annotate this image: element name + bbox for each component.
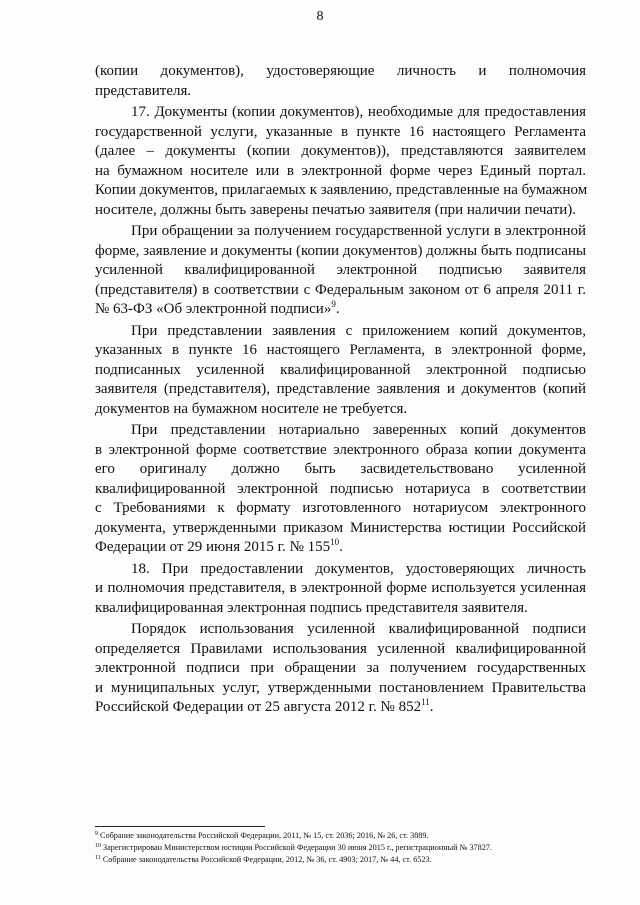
paragraph-notary: [95, 421, 586, 558]
text-line: квалифицированная электронная подпись представителя заявителя.: [95, 599, 528, 616]
text-line: указанных в пункте 16 настоящего Регламента, в электронной форме,: [95, 342, 586, 358]
text-line: в электронной форме соответствие электронного образа копии документа: [95, 441, 586, 458]
footnote-number: 10: [95, 843, 101, 849]
text-line: 18. При предоставлении документов, удостоверяющих личность: [131, 560, 586, 577]
text-line: документов на бумажном носителе не требуется.: [95, 400, 408, 417]
paragraph-signature-order: [95, 620, 586, 718]
footnote-number: 11: [95, 855, 101, 861]
text-line: При представлении нотариально заверенных копий документов: [131, 422, 586, 438]
text-line: 17. Документы (копии документов), необходимые для предоставления: [131, 104, 586, 120]
text-line-content: Федерации от 29 июня 2015 г. № 155: [95, 539, 331, 555]
text-line: Федерации от 29 июня 2015 г. № $155^{10}$.: [95, 537, 343, 555]
text-line: с Требованиями к формату изготовленного нотариусом электронного: [95, 500, 586, 516]
text-line: квалифицированной электронной подписью нотариуса в соответствии: [95, 480, 586, 497]
footnote-10: [95, 842, 586, 854]
paragraph-submission: [95, 322, 586, 420]
text-line: документа, утвержденными приказом Министерства юстиции Российской: [95, 519, 586, 536]
text-line: электронной подписи при обращении за получением государственных: [95, 660, 586, 676]
text-line: Порядок использования усиленной квалифицированной подписи: [131, 621, 586, 637]
text-line: подписанных усиленной квалифицированной электронной подписью: [95, 361, 586, 378]
paragraph-18: [95, 560, 586, 619]
text-line: (далее – документы (копии документов)), представляются заявителем: [95, 143, 586, 159]
text-line: Копии документов, прилагаемых к заявлению, представленные на бумажном: [95, 182, 588, 198]
text-line: и муниципальных услуг, утвержденными постановлением Правительства: [95, 679, 586, 696]
text-line: (копии документов), удостоверяющие личность и полномочия: [95, 63, 586, 79]
text-line: При представлении заявления с приложением копий документов,: [131, 322, 586, 339]
text-line: его оригиналу должно быть засвидетельствовано усиленной: [95, 461, 586, 477]
text-line: представителя.: [95, 82, 192, 99]
text-line: № 63-ФЗ «Об электронной подписи»$^9$.: [95, 299, 340, 317]
footnote-ref-10: 10: [330, 537, 340, 547]
paragraph-continuation: [95, 62, 586, 101]
footnote-11: [95, 854, 586, 866]
footnotes: [95, 826, 586, 866]
text-line: на бумажном носителе или в электронной форме через Единый портал.: [95, 162, 586, 179]
text-line: форме, заявление и документы (копии документов) должны быть подписаны: [95, 242, 587, 259]
text-line: носителе, должны быть заверены печатью заявителя (при наличии печати).: [95, 201, 577, 218]
text-line: государственной услуги, указанные в пункте 16 настоящего Регламента: [95, 123, 586, 140]
footnote-9: [95, 830, 586, 842]
text-line: (представителя) в соответствии с Федеральным законом от 6 апреля 2011 г.: [95, 281, 586, 298]
footnote-text: Собрание законодательства Российской Федерации, 2012, № 36, ст. 4903; 2017, № 44, ст. 6523.: [102, 855, 432, 864]
page-number: 8: [316, 9, 324, 24]
text-line-content: Российской Федерации от 25 августа 2012 г. № 852: [95, 699, 422, 715]
footnote-ref-11: 11: [421, 697, 430, 707]
footnote-text: Собрание законодательства Российской Федерации, 2011, № 15, ст. 2036; 2016, № 26, ст. 3889.: [100, 831, 429, 840]
text-line: Российской Федерации от 25 августа 2012 г. № $852^{11}$.: [95, 697, 434, 715]
paragraph-electronic-form: [95, 222, 586, 320]
text-line-content: № 63-ФЗ «Об электронной подписи»: [95, 301, 332, 317]
footnote-divider: [95, 826, 265, 827]
text-line: усиленной квалифицированной электронной подписью заявителя: [95, 262, 586, 278]
footnote-ref-9: 9: [331, 299, 336, 309]
footnote-number: 9: [95, 831, 98, 837]
text-line: определяется Правилами использования усиленной квалифицированной: [95, 640, 586, 657]
text-line: При обращении за получением государственной услуги в электронной: [131, 223, 586, 239]
paragraph-17: [95, 103, 586, 220]
document-body: [95, 62, 586, 720]
text-line: заявителя (представителя), представление заявления и документов (копий: [95, 381, 586, 397]
text-line: и полномочия представителя, в электронной форме используется усиленная: [95, 580, 586, 596]
footnote-text: Зарегистрирован Министерством юстиции Российской Федерации 30 июня 2015 г., регистрационный № 37827.: [103, 843, 492, 852]
